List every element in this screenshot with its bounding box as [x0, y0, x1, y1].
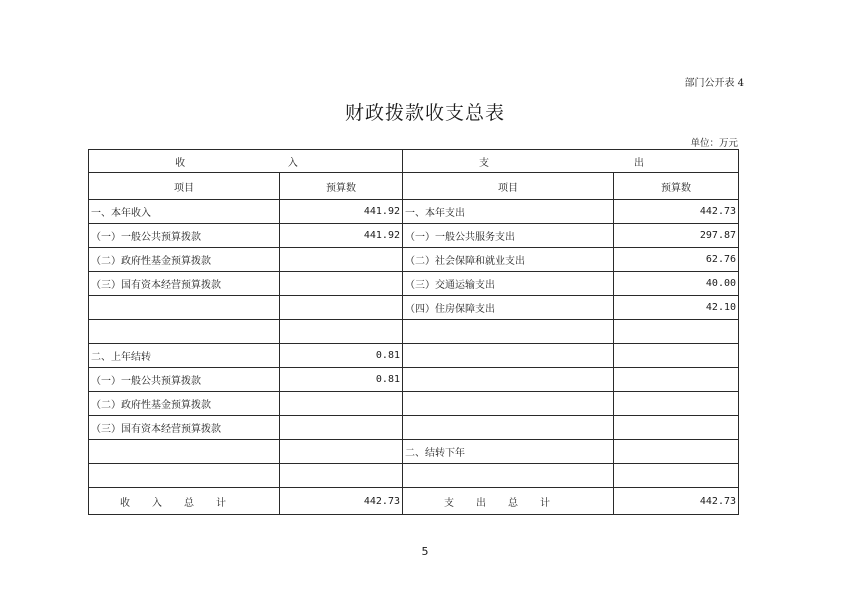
income-budget-header: 预算数 [280, 173, 403, 200]
income-total-label: 收入总计 [89, 488, 280, 515]
expense-value-cell: 42.10 [614, 296, 739, 320]
expense-item-cell [403, 392, 614, 416]
section-header-row [89, 150, 739, 173]
income-value-cell [280, 392, 403, 416]
expense-total-label: 支出总计 [403, 488, 614, 515]
expense-value-cell [614, 464, 739, 488]
income-item-cell [89, 320, 280, 344]
income-item-cell: 二、上年结转 [89, 344, 280, 368]
total-row [89, 488, 739, 515]
expense-total-value: 442.73 [614, 488, 739, 515]
expense-item-cell [403, 344, 614, 368]
expense-item-cell [403, 464, 614, 488]
income-item-cell: （三）国有资本经营预算拨款 [89, 416, 280, 440]
expense-item-cell: （一）一般公共服务支出 [403, 224, 614, 248]
table-row [89, 344, 739, 368]
income-item-cell: 一、本年收入 [89, 200, 280, 224]
expense-item-cell: （二）社会保障和就业支出 [403, 248, 614, 272]
expense-item-cell: 一、本年支出 [403, 200, 614, 224]
income-item-cell [89, 440, 280, 464]
expense-item-cell [403, 416, 614, 440]
expense-value-cell [614, 368, 739, 392]
expense-item-cell [403, 320, 614, 344]
income-item-cell [89, 464, 280, 488]
expense-value-cell: 40.00 [614, 272, 739, 296]
page-number: 5 [421, 545, 429, 558]
table-row [89, 296, 739, 320]
expense-item-cell: （三）交通运输支出 [403, 272, 614, 296]
column-header-row [89, 173, 739, 200]
expense-item-cell: （四）住房保障支出 [403, 296, 614, 320]
expense-value-cell [614, 440, 739, 464]
expense-value-cell [614, 392, 739, 416]
income-item-cell: （二）政府性基金预算拨款 [89, 248, 280, 272]
income-item-header: 项目 [89, 173, 280, 200]
income-item-cell [89, 296, 280, 320]
table-row [89, 272, 739, 296]
table-row [89, 224, 739, 248]
expense-header: 支 出 [403, 150, 739, 173]
table-row [89, 368, 739, 392]
expense-item-header: 项目 [403, 173, 614, 200]
expense-value-cell: 62.76 [614, 248, 739, 272]
expense-value-cell [614, 344, 739, 368]
income-item-cell: （二）政府性基金预算拨款 [89, 392, 280, 416]
income-value-cell [280, 248, 403, 272]
income-value-cell: 441.92 [280, 224, 403, 248]
income-item-cell: （一）一般公共预算拨款 [89, 368, 280, 392]
income-item-cell: （三）国有资本经营预算拨款 [89, 272, 280, 296]
income-value-cell [280, 272, 403, 296]
expense-item-cell: 二、结转下年 [403, 440, 614, 464]
income-value-cell: 0.81 [280, 344, 403, 368]
income-total-value: 442.73 [280, 488, 403, 515]
page-title: 财政拨款收支总表 [344, 102, 505, 124]
page-label: 部门公开表 4 [684, 78, 744, 89]
expense-item-cell [403, 368, 614, 392]
income-value-cell: 441.92 [280, 200, 403, 224]
income-value-cell [280, 320, 403, 344]
income-value-cell [280, 440, 403, 464]
table-row [89, 200, 739, 224]
expense-value-cell [614, 320, 739, 344]
table-row [89, 248, 739, 272]
income-value-cell [280, 464, 403, 488]
expense-budget-header: 预算数 [614, 173, 739, 200]
table-row [89, 392, 739, 416]
income-value-cell [280, 416, 403, 440]
expense-value-cell [614, 416, 739, 440]
table-row [89, 464, 739, 488]
table-row [89, 440, 739, 464]
income-value-cell [280, 296, 403, 320]
expense-value-cell: 442.73 [614, 200, 739, 224]
budget-table [88, 149, 739, 515]
income-value-cell: 0.81 [280, 368, 403, 392]
income-item-cell: （一）一般公共预算拨款 [89, 224, 280, 248]
expense-value-cell: 297.87 [614, 224, 739, 248]
table-row [89, 416, 739, 440]
table-row [89, 320, 739, 344]
income-header: 收 入 [89, 150, 403, 173]
unit-label: 单位：万元 [690, 138, 738, 149]
